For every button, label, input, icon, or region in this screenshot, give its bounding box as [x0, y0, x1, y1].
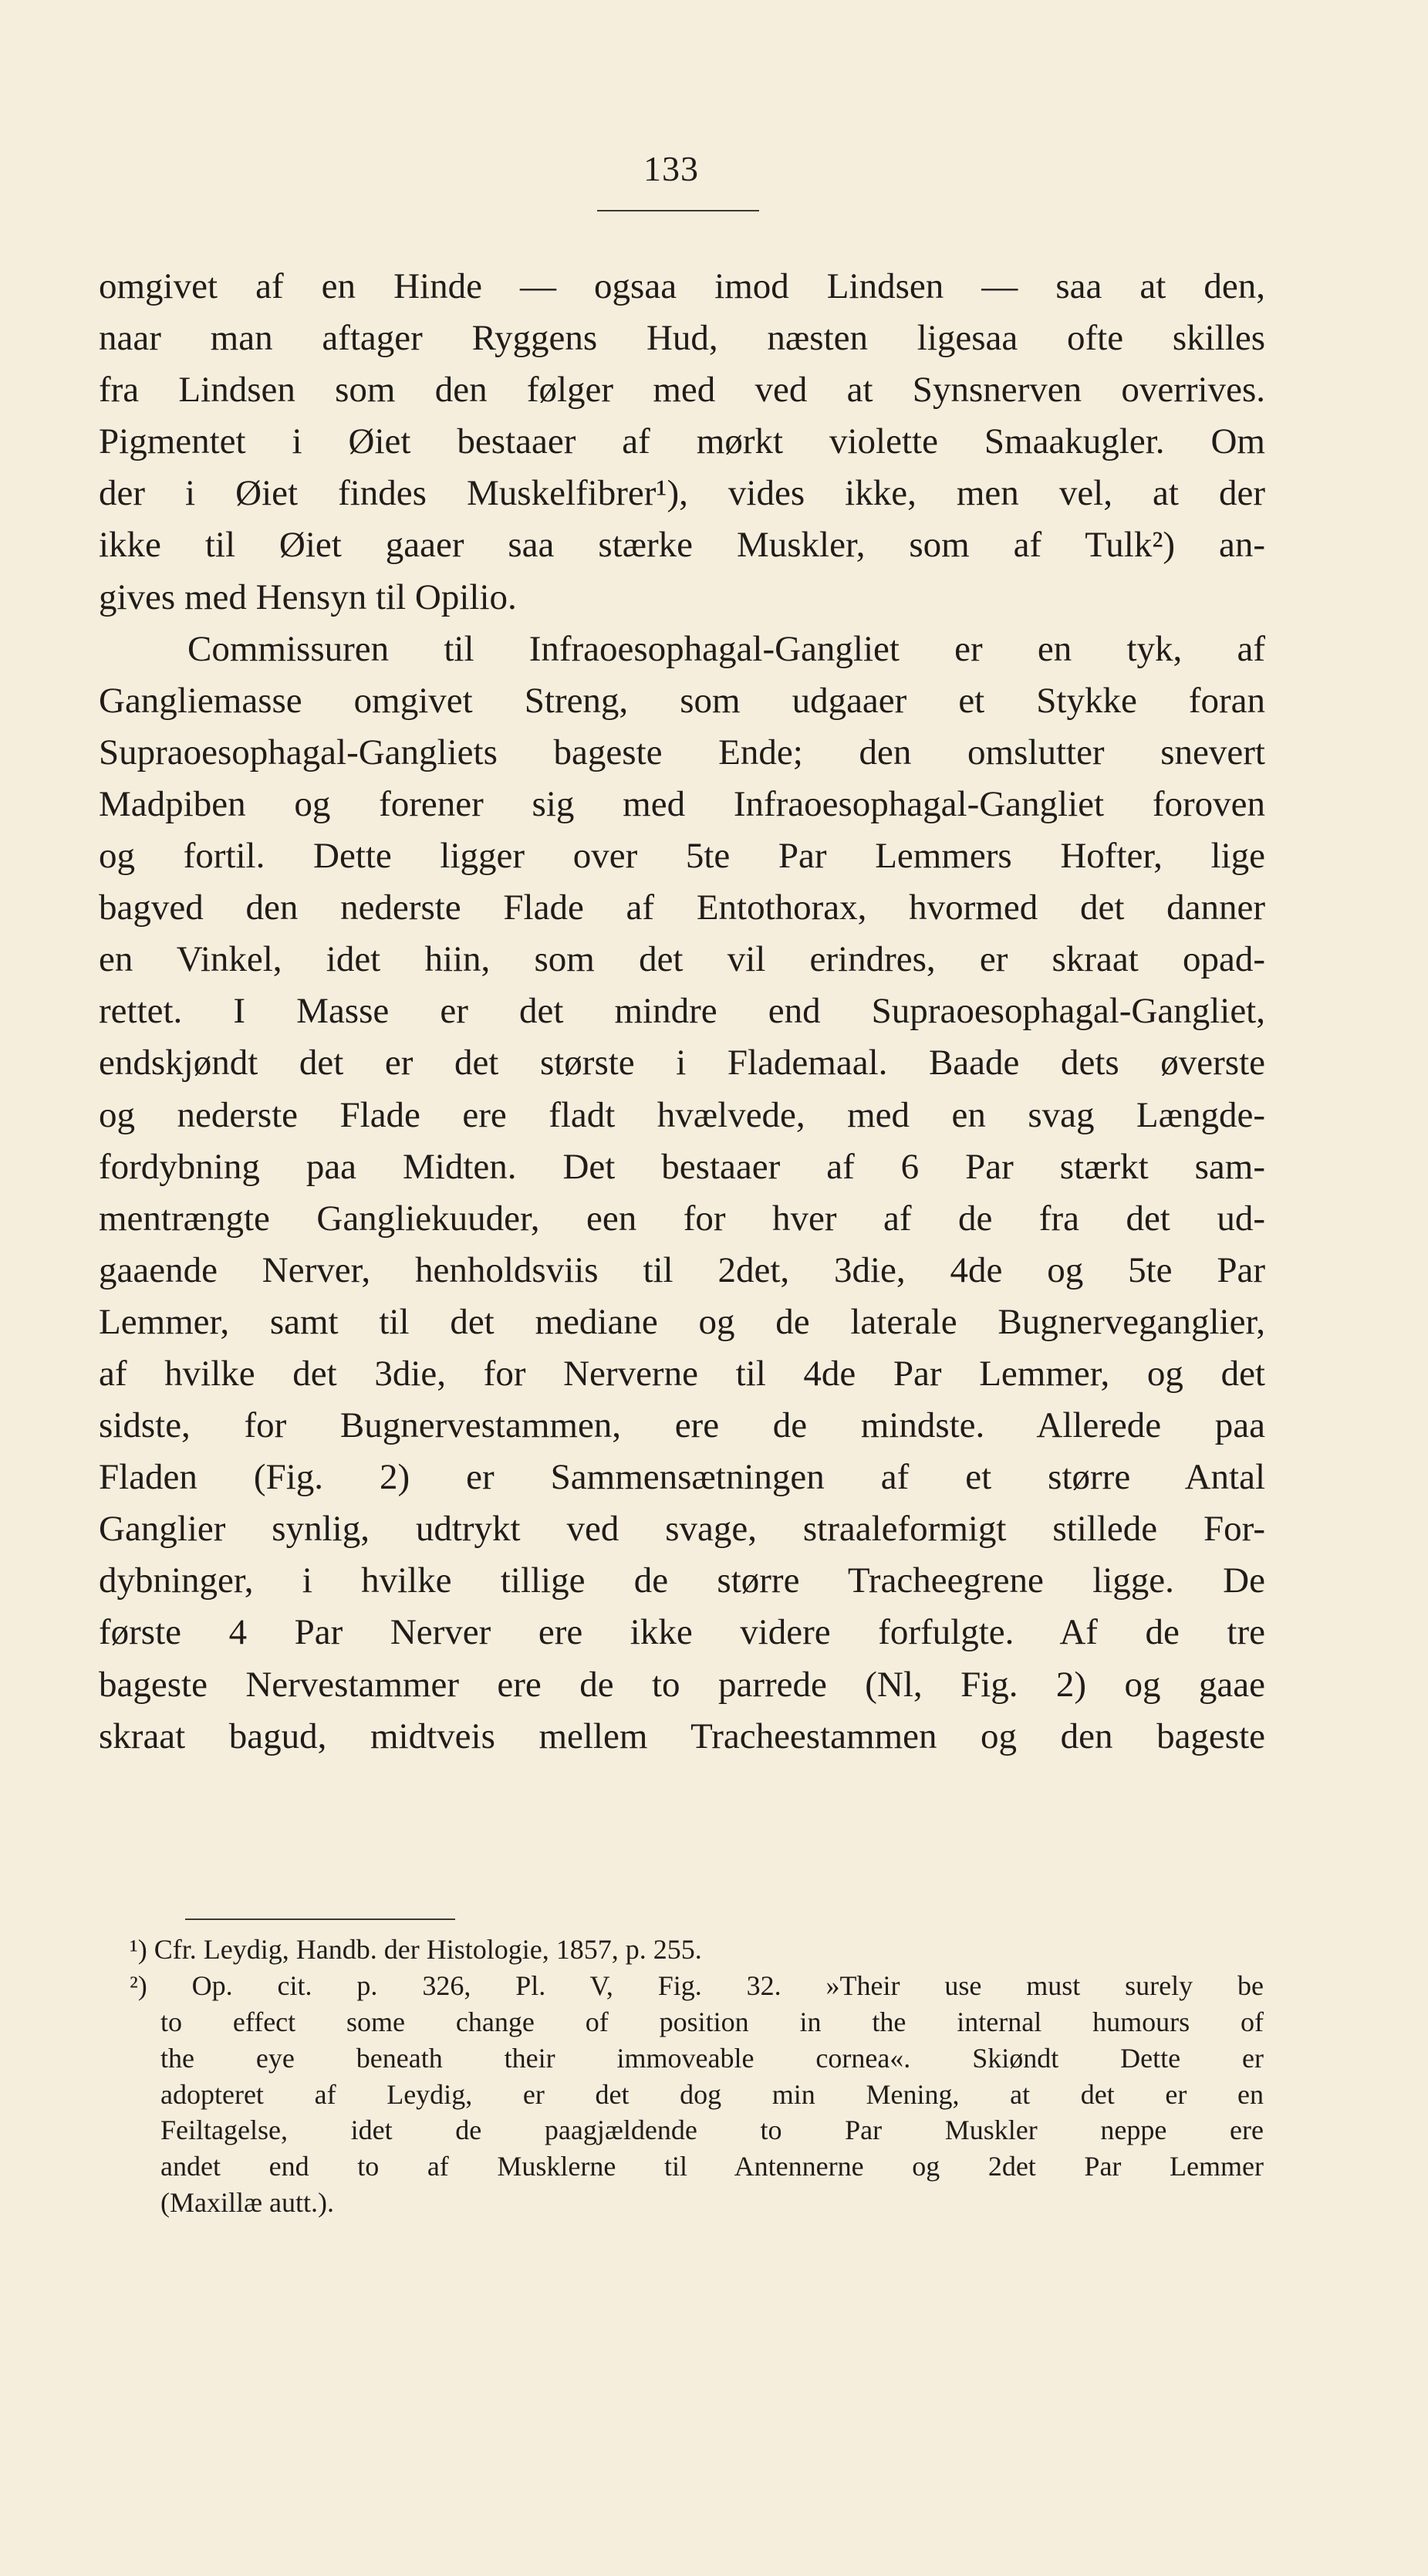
body-line: fra Lindsen som den følger med ved at Synsnerven overrives. [99, 370, 1265, 411]
footnote-line: ¹) Cfr. Leydig, Handb. der Histologie, 1857, p. 255. [130, 1934, 702, 1965]
body-line: Madpiben og forener sig med Infraoesophagal-Gangliet foroven [99, 783, 1265, 824]
footnotes [130, 1932, 1264, 2221]
body-line: der i Øiet findes Muskelfibrer¹), vides ikke, men vel, at der [99, 473, 1265, 514]
footnote-line: to effect some change of position in the internal humours of [160, 2006, 1264, 2037]
footnote-rule [185, 1918, 455, 1920]
body-line: Pigmentet i Øiet bestaaer af mørkt violette Smaakugler. Om [99, 421, 1265, 462]
footnote-line: the eye beneath their immoveable cornea«. Skiøndt Dette er [160, 2042, 1264, 2074]
body-line: skraat bagud, midtveis mellem Tracheestammen og den bageste [99, 1716, 1265, 1756]
body-line: Ganglier synlig, udtrykt ved svage, straaleformigt stillede For- [99, 1509, 1265, 1550]
body-line: naar man aftager Ryggens Hud, næsten ligesaa ofte skilles [99, 318, 1265, 359]
body-line: Commissuren til Infraoesophagal-Gangliet er en tyk, af [187, 628, 1265, 669]
footnote-line: Feiltagelse, idet de paagjældende to Par Muskler neppe ere [160, 2115, 1264, 2146]
footnote-line: andet end to af Musklerne til Antennerne og 2det Par Lemmer [160, 2151, 1264, 2182]
body-line: en Vinkel, idet hiin, som det vil erindres, er skraat opad- [99, 939, 1265, 980]
body-line: fordybning paa Midten. Det bestaaer af 6 Par stærkt sam- [99, 1146, 1265, 1187]
body-line: rettet. I Masse er det mindre end Supraoesophagal-Gangliet, [99, 991, 1265, 1032]
page-number-rule [597, 210, 759, 211]
page-number: 133 [643, 149, 699, 188]
body-line: mentrængte Gangliekuuder, een for hver af de fra det ud- [99, 1198, 1265, 1239]
body-line: og fortil. Dette ligger over 5te Par Lemmers Hofter, lige [99, 836, 1265, 877]
body-line: Lemmer, samt til det mediane og de laterale Bugnerveganglier, [99, 1301, 1265, 1342]
footnote-line: (Maxillæ autt.). [160, 2187, 334, 2219]
body-line: dybninger, i hvilke tillige de større Tracheegrene ligge. De [99, 1560, 1265, 1601]
body-line: Gangliemasse omgivet Streng, som udgaaer et Stykke foran [99, 680, 1265, 721]
body-line: bageste Nervestammer ere de to parrede (Nl, Fig. 2) og gaae [99, 1664, 1265, 1705]
footnote-line: ²) Op. cit. p. 326, Pl. V, Fig. 32. »Their use must surely be [130, 1969, 1264, 2001]
footnote-line: adopteret af Leydig, er det dog min Mening, at det er en [160, 2078, 1264, 2110]
body-text [99, 261, 1265, 1763]
body-line: sidste, for Bugnervestammen, ere de mindste. Allerede paa [99, 1405, 1265, 1446]
body-line: gives med Hensyn til Opilio. [99, 576, 517, 617]
body-line: og nederste Flade ere fladt hvælvede, med en svag Længde- [99, 1094, 1265, 1135]
body-line: Fladen (Fig. 2) er Sammensætningen af et større Antal [99, 1457, 1265, 1498]
body-line: første 4 Par Nerver ere ikke videre forfulgte. Af de tre [99, 1612, 1265, 1653]
body-line: bagved den nederste Flade af Entothorax, hvormed det danner [99, 887, 1265, 928]
body-line: ikke til Øiet gaaer saa stærke Muskler, som af Tulk²) an- [99, 525, 1265, 566]
body-line: omgivet af en Hinde — ogsaa imod Lindsen — saa at den, [99, 266, 1265, 306]
body-line: af hvilke det 3die, for Nerverne til 4de Par Lemmer, og det [99, 1353, 1265, 1394]
body-line: Supraoesophagal-Gangliets bageste Ende; den omslutter snevert [99, 732, 1265, 772]
body-line: gaaende Nerver, henholdsviis til 2det, 3die, 4de og 5te Par [99, 1249, 1265, 1290]
body-line: endskjøndt det er det største i Flademaal. Baade dets øverste [99, 1043, 1265, 1083]
